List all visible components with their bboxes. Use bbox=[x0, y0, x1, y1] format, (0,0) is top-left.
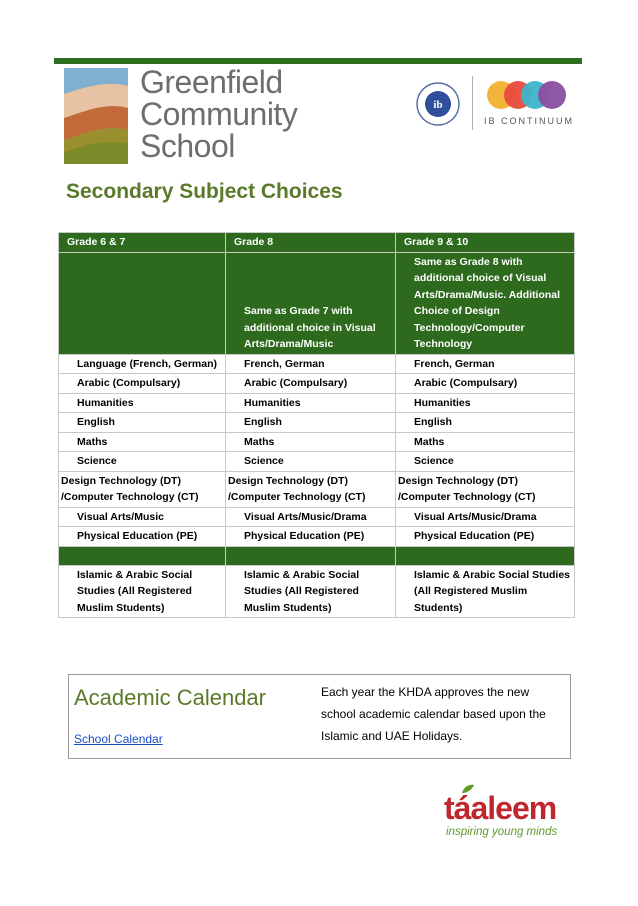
table-row bbox=[59, 374, 575, 394]
table-row bbox=[59, 507, 575, 527]
cell-line: /Computer Technology (CT) bbox=[61, 491, 199, 503]
table-cell: Maths bbox=[396, 432, 575, 452]
academic-calendar-box bbox=[68, 674, 571, 759]
table-separator-row bbox=[59, 546, 575, 565]
school-logo-icon bbox=[64, 68, 128, 164]
school-name-line: Greenfield bbox=[140, 64, 283, 100]
cell-line: Design Technology (DT) bbox=[228, 474, 348, 487]
table-row bbox=[59, 432, 575, 452]
separator-cell bbox=[59, 546, 226, 565]
table-cell: Islamic & Arabic Social Studies (All Registered Muslim Students) bbox=[59, 565, 226, 618]
table-header-row bbox=[59, 233, 575, 253]
header-cell: Grade 6 & 7 bbox=[59, 233, 226, 253]
ib-continuum-label: IB CONTINUUM bbox=[484, 116, 574, 126]
table-cell: Arabic (Compulsary) bbox=[396, 374, 575, 394]
ib-continuum-dots-icon bbox=[486, 80, 568, 110]
academic-calendar-description: Each year the KHDA approves the new school academic calendar based upon the Islamic and UAE Holidays. bbox=[321, 685, 546, 743]
svg-text:ib: ib bbox=[433, 99, 443, 111]
table-row-design-technology bbox=[59, 471, 575, 507]
academic-calendar-title: Academic Calendar bbox=[74, 685, 266, 710]
table-cell: Science bbox=[396, 452, 575, 472]
table-cell bbox=[226, 471, 396, 507]
cell-line: Design Technology (DT) bbox=[398, 474, 518, 487]
table-cell: Physical Education (PE) bbox=[226, 527, 396, 547]
table-cell: Physical Education (PE) bbox=[396, 527, 575, 547]
table-row bbox=[59, 452, 575, 472]
taaleem-logo: táaleem bbox=[444, 790, 557, 826]
table-cell: Arabic (Compulsary) bbox=[226, 374, 396, 394]
table-cell: Visual Arts/Music bbox=[59, 507, 226, 527]
table-row-islamic-studies bbox=[59, 565, 575, 618]
taaleem-tagline: inspiring young minds bbox=[446, 826, 558, 838]
table-row bbox=[59, 354, 575, 374]
table-cell: Islamic & Arabic Social Studies (All Registered Muslim Students) bbox=[396, 565, 575, 618]
table-description-row bbox=[59, 252, 575, 354]
school-name-line: School bbox=[140, 128, 235, 164]
ib-world-school-seal-icon bbox=[416, 82, 460, 126]
table-cell: English bbox=[396, 413, 575, 433]
table-cell bbox=[396, 471, 575, 507]
header-cell: Grade 9 & 10 bbox=[396, 233, 575, 253]
table-cell: Maths bbox=[59, 432, 226, 452]
header-cell: Grade 8 bbox=[226, 233, 396, 253]
table-cell: Arabic (Compulsary) bbox=[59, 374, 226, 394]
table-cell: French, German bbox=[396, 354, 575, 374]
table-row bbox=[59, 393, 575, 413]
table-cell: English bbox=[59, 413, 226, 433]
table-cell bbox=[59, 471, 226, 507]
school-calendar-link[interactable]: School Calendar bbox=[74, 732, 163, 746]
table-cell: Visual Arts/Music/Drama bbox=[226, 507, 396, 527]
table-cell: French, German bbox=[226, 354, 396, 374]
school-name-line: Community bbox=[140, 96, 298, 132]
separator-cell bbox=[396, 546, 575, 565]
table-cell: Humanities bbox=[396, 393, 575, 413]
description-cell bbox=[59, 252, 226, 354]
page-title: Secondary Subject Choices bbox=[66, 180, 343, 203]
table-cell: English bbox=[226, 413, 396, 433]
cell-line: /Computer Technology (CT) bbox=[398, 491, 536, 503]
table-cell: Islamic & Arabic Social Studies (All Registered Muslim Students) bbox=[226, 565, 396, 618]
table-cell: Physical Education (PE) bbox=[59, 527, 226, 547]
table-row bbox=[59, 527, 575, 547]
ib-divider bbox=[472, 76, 473, 130]
table-cell: Maths bbox=[226, 432, 396, 452]
description-cell: Same as Grade 8 with additional choice of Visual Arts/Drama/Music. Additional Choice of Design Technology/Computer Technology bbox=[396, 252, 575, 354]
cell-line: /Computer Technology (CT) bbox=[228, 491, 366, 503]
table-cell: Science bbox=[226, 452, 396, 472]
separator-cell bbox=[226, 546, 396, 565]
table-cell: Humanities bbox=[59, 393, 226, 413]
school-name bbox=[140, 66, 297, 162]
description-cell: Same as Grade 7 with additional choice in Visual Arts/Drama/Music bbox=[226, 252, 396, 354]
table-cell: Science bbox=[59, 452, 226, 472]
cell-line: Design Technology (DT) bbox=[61, 474, 181, 487]
table-cell: Humanities bbox=[226, 393, 396, 413]
table-cell: Visual Arts/Music/Drama bbox=[396, 507, 575, 527]
subject-choices-table bbox=[58, 232, 575, 618]
table-row bbox=[59, 413, 575, 433]
table-cell: Language (French, German) bbox=[59, 354, 226, 374]
top-rule bbox=[54, 58, 582, 64]
